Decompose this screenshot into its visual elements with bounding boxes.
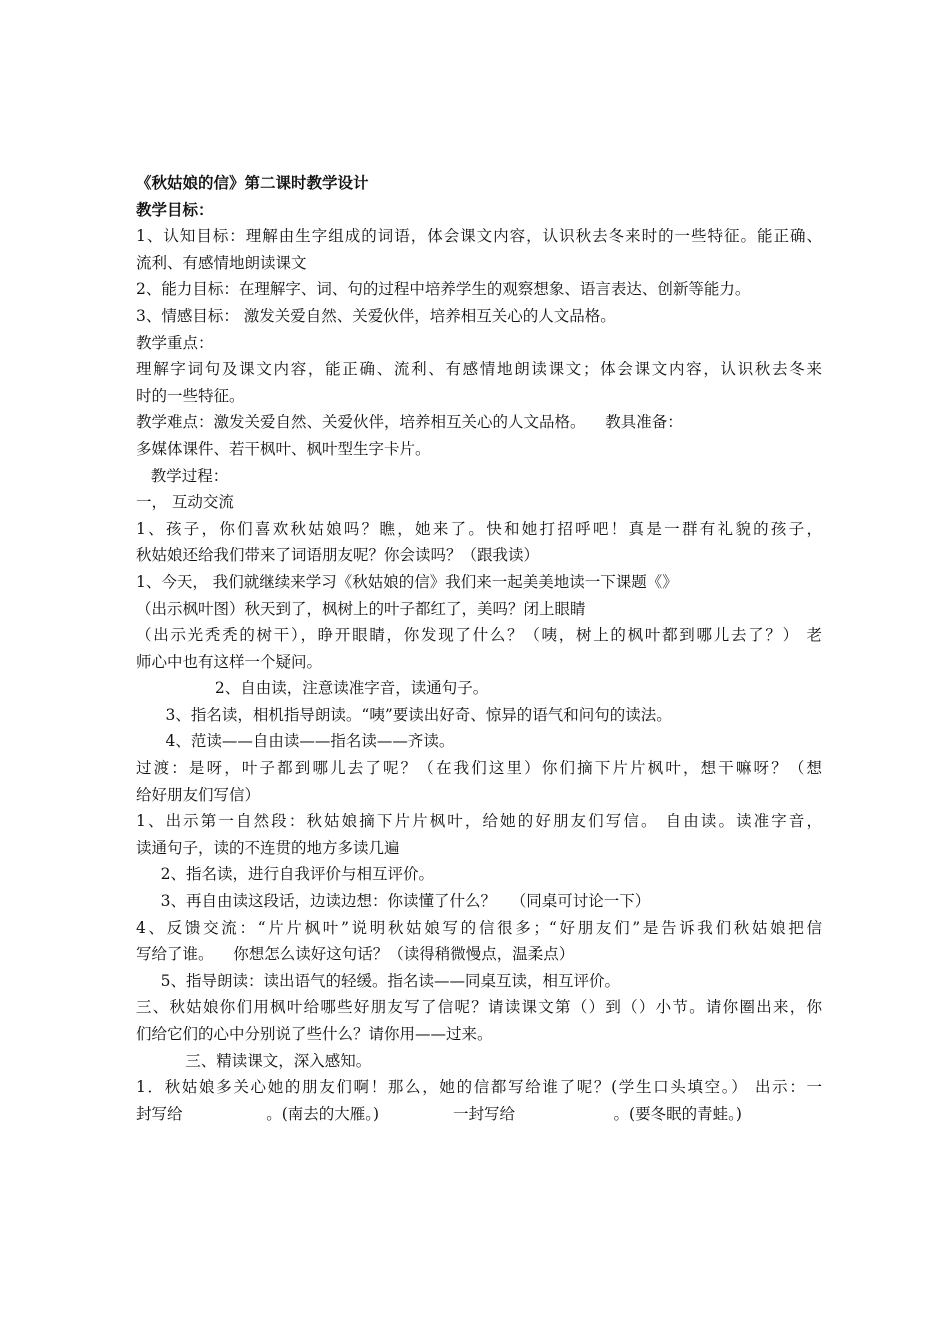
body-line: 1、出示第一自然段：秋姑娘摘下片片枫叶，给她的好朋友们写信。 自由读。读准字音，: [136, 812, 822, 831]
body-line: 5、指导朗读：读出语气的轻缓。指名读——同桌互读，相互评价。: [136, 971, 620, 990]
body-line: 2、能力目标：在理解字、词、句的过程中培养学生的观察想象、语言表达、创新等能力。: [136, 280, 751, 299]
body-line: 1、孩子，你们喜欢秋姑娘吗？瞧，她来了。快和她打招呼吧！真是一群有礼貌的孩子，: [136, 519, 822, 538]
body-line: 三、秋姑娘你们用枫叶给哪些好朋友写了信呢？请读课文第（）到（）小节。请你圈出来，你: [136, 998, 822, 1017]
document-title: 《秋姑娘的信》第二课时教学设计: [136, 174, 369, 192]
body-line: 理解字词句及课文内容，能正确、流利、有感情地朗读课文；体会课文内容，认识秋去冬来: [136, 360, 822, 379]
body-line: （出示枫叶图）秋天到了，枫树上的叶子都红了，美吗？闭上眼睛: [136, 599, 586, 618]
body-line: 3、情感目标： 激发关爱自然、关爱伙伴，培养相互关心的人文品格。: [136, 306, 616, 325]
body-line: 3、再自由读这段话，边读边想：你读懂了什么？ （同桌可讨论一下）: [136, 892, 651, 911]
body-line: 时的一些特征。: [136, 386, 245, 405]
body-line: 4、范读——自由读——指名读——齐读。: [136, 732, 455, 751]
body-line: 秋姑娘还给我们带来了词语朋友呢？你会读吗？（跟我读）: [136, 546, 540, 565]
body-line: 流利、有感情地朗读课文: [136, 253, 307, 272]
body-line: 师心中也有这样一个疑问。: [136, 652, 323, 671]
body-line: 给好朋友们写信）: [136, 785, 261, 804]
body-line: 1、认知目标：理解由生字组成的词语，体会课文内容，认识秋去冬来时的一些特征。能正确、: [136, 227, 822, 246]
body-line: 1．秋姑娘多关心她的朋友们啊！那么，她的信都写给谁了呢？(学生口头填空。） 出示：一: [136, 1078, 822, 1097]
body-line: 三、精读课文，深入感知。: [136, 1051, 372, 1070]
body-line: 教学重点：: [136, 333, 214, 352]
body-line: 读通句子，读的不连贯的地方多读几遍: [136, 838, 400, 857]
body-line: 过渡：是呀，叶子都到哪儿去了呢？（在我们这里）你们摘下片片枫叶，想干嘛呀？（想: [136, 759, 822, 778]
body-line: 2、指名读，进行自我评价与相互评价。: [136, 865, 434, 884]
document-page: [136, 170, 822, 1127]
body-line: 教学过程：: [136, 466, 229, 485]
body-line: 一， 互动交流: [136, 493, 234, 512]
body-line: 们给它们的心中分别说了些什么？请你用——过来。: [136, 1025, 493, 1043]
body-line: 2、自由读，注意读准字音，读通句子。: [136, 679, 489, 698]
body-line: 封写给 。(南去的大雁。) 一封写给 。(要冬眠的青蛙。): [136, 1104, 742, 1123]
document-body: [136, 197, 822, 1128]
body-line: 教学难点：激发关爱自然、关爱伙伴，培养相互关心的人文品格。 教具准备：: [136, 413, 683, 432]
body-line: 教学目标：: [136, 200, 214, 219]
body-line: 3、指名读，相机指导朗读。“咦”要读出好奇、惊异的语气和问句的读法。: [136, 705, 672, 724]
body-line: 写给了谁。 你想怎么读好这句话？（读得稍微慢点，温柔点）: [136, 945, 575, 964]
body-line: 4、反馈交流：“片片枫叶”说明秋姑娘写的信很多；“好朋友们”是告诉我们秋姑娘把信: [136, 918, 822, 937]
body-line: （出示光秃秃的树干），睁开眼睛，你发现了什么？（咦，树上的枫叶都到哪儿去了？） 老: [136, 626, 822, 645]
body-line: 1、今天， 我们就继续来学习《秋姑娘的信》我们来一起美美地读一下课题《》: [136, 572, 678, 591]
body-line: 多媒体课件、若干枫叶、枫叶型生字卡片。: [136, 439, 431, 458]
